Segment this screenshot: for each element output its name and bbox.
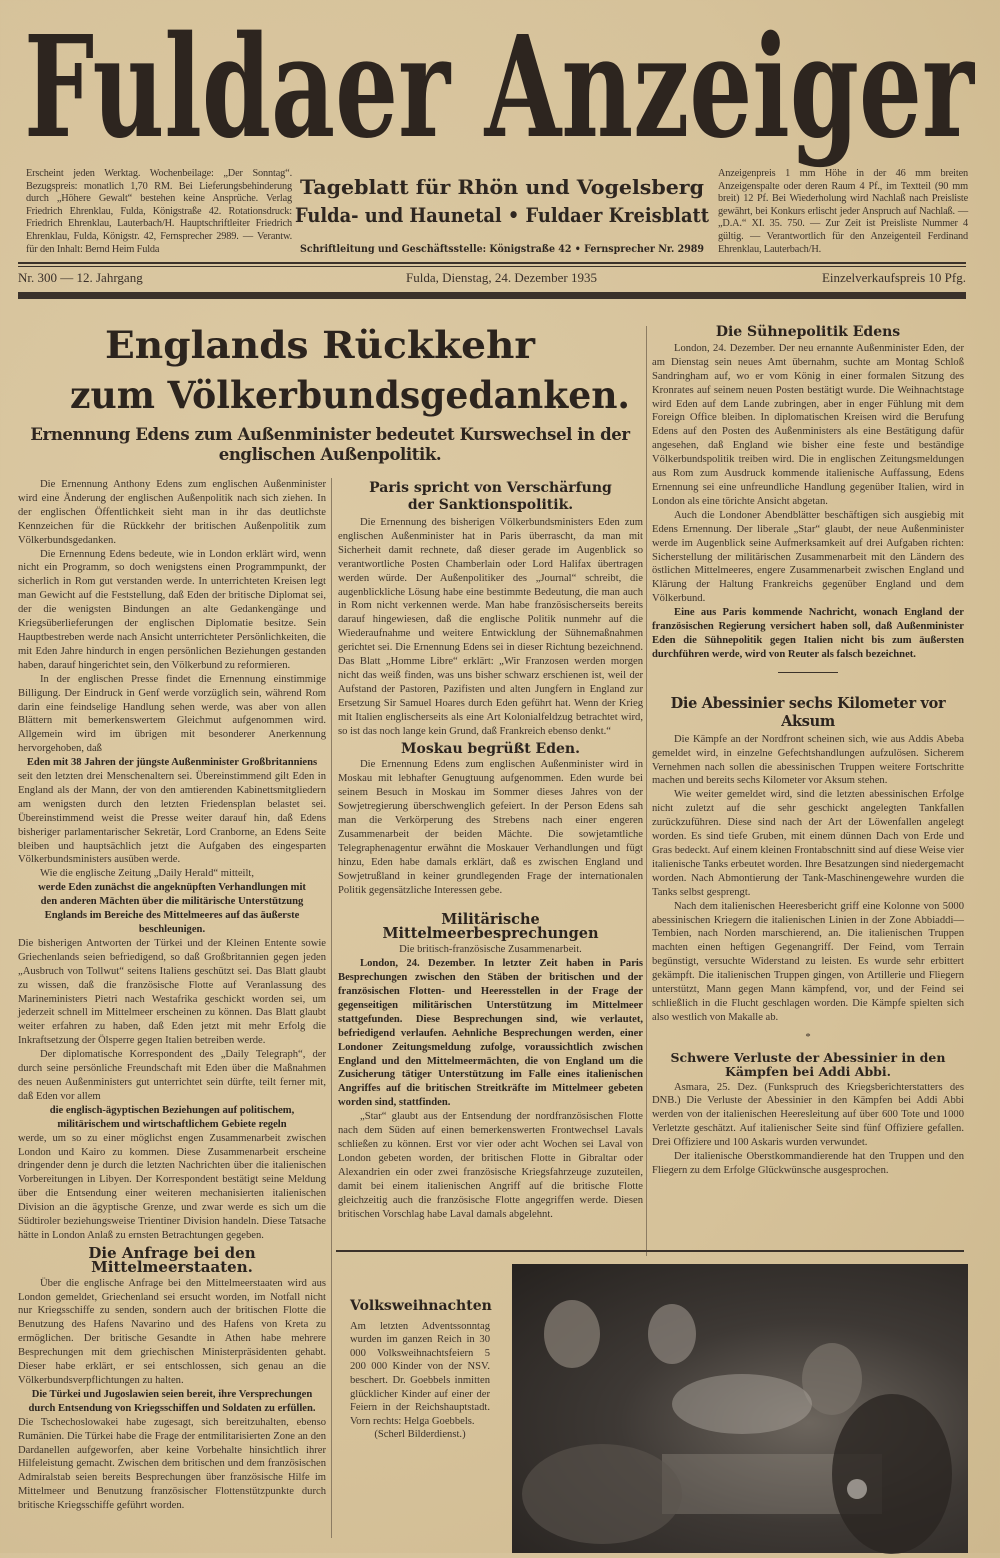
dateline-rule (18, 292, 966, 299)
paragraph: In der englischen Presse findet die Ernennung einstimmige Billigung. Der Eindruck in Genf werde vorzüglich sein, während Rom darin eine feindselige Handlung sehen werde, was aber von allen Blättern mit bemerkenswertem Gleichmut aufgenommen wird. Allgemein wird im übrigen mit besonderer Anerkennung hervorgehoben, daß (18, 673, 326, 755)
paragraph: Eine aus Paris kommende Nachricht, wonach England der französischen Regierung versichert haben soll, daß Außenminister Eden die Sühnepolitik gegen Italien nicht bis zum äußersten durchführen werde, wird von Reuter als falsch bezeichnet. (652, 607, 964, 660)
paragraph: Die Ernennung Anthony Edens zum englischen Außenminister wird eine Änderung der englischen Außenpolitik nach sich ziehen. In der englischen Öffentlichkeit sieht man in ihr das deutlichste Kennzeichen für die Rückkehr der britischen Außenpolitik zum Völkerbundsgedanken. (18, 479, 326, 546)
paragraph: Die Ernennung Edens bedeute, wie in London erklärt wird, wenn nicht ein Programm, so doch wenigstens einen Programmpunkt, der sicherlich in Rom gut verstanden werde. In unterrichteten Kreisen legt man Gewicht auf die Feststellung, daß Eden der britische Diplomat sei, der die wenigsten Bindungen an alte Gedankengänge und Kriegsüberlieferungen der englischen Diplomatie besitze. Sein Hauptbestreben werde nach Ansicht unterrichteter Persönlichkeiten, die mit Eden Jahre hindurch in engen persönlichen Beziehungen gestanden haben, darauf hingerichtet sein, den Völkerbund zu reformieren. (18, 548, 326, 671)
article-heading-verluste: Schwere Verluste der Abessinier in den Kämpfen bei Addi Abbi. (670, 1049, 946, 1079)
paragraph: Nach dem italienischen Heeresbericht griff eine Kolonne von 5000 abessinischen Kriegern die italienischen Linien in der Zone Abbiaddi—Tembien, nach Norden marschierend, an. Die italienischen Truppen machten einen heftigen Gegenangriff. Der Feind, vom Terrain begünstigt, versuchte Widerstand zu leisten. Es wurde sehr erbittert gekämpft. Die italienischen Truppen gingen, von Artillerie und Fliegern unterstützt, Mann gegen Mann kämpfend, vor, und der Feind sei schließlich in die Flucht geschlagen worden. Die Kämpfe spielten sich also westlich von Makalle ab. (652, 900, 964, 1023)
paragraph: Die bisherigen Antworten der Türkei und der Kleinen Entente sowie Griechenlands seien befriedigend, so daß Großbritannien gegen jeden „Ausbruch von Tollwut“ seitens Italiens geschützt sei. Das Blatt glaubt zu wissen, daß die französische Flotte auf Veranlassung des Marineministers Pietri nach Westafrika geschickt worden sei, um jederzeit schnell im Mittelmeer erscheinen zu können. Das Blatt glaubt weiter erfahren zu haben, daß Eden jetzt mit mehr Erfolg die Inkraftsetzung der Ölsperre gegen Italien betreiben werde. (18, 937, 326, 1047)
news-photo (512, 1264, 968, 1553)
paragraph: Die Tschechoslowakei habe zugesagt, sich bereitzuhalten, ebenso Rumänien. Die Türkei habe die Frage der entmilitarisierten Zone an den Dardanellen aufgeworfen, aber keine Vorbehalte hinsichtlich ihrer Hilfeleistung gemacht. Zwischen dem britischen und dem französischen Admiralstab seien bereits Besprechungen über französische Hilfe im Mittelmeer und Benutzung französischer Flottenstützpunkte durch britische Kriegsschiffe geführt worden. (18, 1416, 326, 1512)
inline-subheading: Eden mit 38 Jahren der jüngste Außenminister Großbritanniens (26, 757, 318, 769)
article-heading-anfrage: Die Anfrage bei den Mittelmeerstaaten. (88, 1243, 256, 1276)
article-heading-paris (338, 480, 643, 514)
paragraph: Die Kämpfe an der Nordfront scheinen sich, wie aus Addis Abeba gemeldet wird, in einzelne Gefechtshandlungen aufzulösen. Sicherem Vernehmen nach sollen die abessinischen Truppen weitere Fortschritte machen und bereits sechs Kilometer vor Aksum stehen. (652, 733, 964, 787)
paragraph: Der italienische Oberstkommandierende hat den Truppen und den Fliegern zu dem Erfolge Glückwünsche ausgesprochen. (652, 1151, 964, 1176)
photo-illustration (512, 1264, 968, 1553)
middle-column (338, 478, 643, 1248)
column-divider (646, 326, 647, 1256)
photo-credit: (Scherl Bilderdienst.) (374, 1429, 466, 1441)
headline-line-1: Englands Rückkehr (105, 323, 536, 367)
dateline (18, 270, 966, 288)
inline-subheading: werde Eden zunächst die angeknüpften Verhandlungen mit den anderen Mächten über die militärische Unterstützung Englands im Bereiche des Mittelmeeres auf das äußerste beschleunigen. (38, 882, 306, 935)
lead-headline (20, 318, 640, 418)
section-divider (778, 672, 838, 673)
article-heading-moskau: Moskau begrüßt Eden. (401, 740, 580, 757)
publisher-info: Erscheint jeden Werktag. Wochenbeilage: „Der Sonntag“. Bezugspreis: monatlich 1,70 RM. Bei Lieferungsbehinderung durch „Höhere Gewalt“ bestehen keine Ansprüche. Verlag Friedrich Ehrenklau, Fulda, Königstraße 42. Rotationsdruck: Friedrich Ehrenklau, Lauterbach/H. Hauptschriftleiter Friedrich Ehrenklau, Fulda, Königstr. 42, Fernsprecher 2989. — Verantw. für den Inhalt: Bernd Heim Fulda (26, 168, 292, 255)
paragraph: seit den letzten drei Menschenaltern sei. Übereinstimmend gilt Eden in England als der Mann, der von den amtierenden Kabinettsmitgliedern am wenigsten durch den letzten Friedensplan belastet sei. Übereinstimmend weist die Presse weiter darauf hin, daß Edens bisheriger parlamentarischer Sekretär, Lord Cranborne, an Edens Seite bleiben und hauptsächlich jetzt die Aufgaben des eingesparten Völkerbundsministers ausüben werde. (18, 771, 326, 866)
lead-article-body (18, 478, 326, 1540)
issue-price: Einzelverkaufspreis 10 Pfg. (821, 270, 966, 285)
paragraph: Auch die Londoner Abendblätter beschäftigen sich ausgiebig mit Edens Ernennung. Der liberale „Star“ glaubt, der neue Außenminister werde im Augenblick seine Aufmerksamkeit auf drei Aufgaben richten: Sicherstellung der militärischen Zusammenarbeit mit den Ländern des östlichen Mittelmeeres, engere Zusammenarbeit zwischen England und Klärung der Haltung Frankreichs gegenüber England und dem Völkerbund. (652, 509, 964, 605)
caption-text: Am letzten Adventssonntag wurden im ganzen Reich in 30 000 Volksweihnachtsfeiern 5 200 000 Kinder von der NSV. beschert. Dr. Goebbels inmitten glücklicher Kinder auf einer der Feiern in der Reichshauptstadt. Vorn rechts: Helga Goebbels. (350, 1320, 490, 1427)
paragraph: Über die englische Anfrage bei den Mittelmeerstaaten wird aus London gemeldet, Griechenland sei ersucht worden, im Notfall nicht nur Kriegsschiffe zu senden, sondern auch der britischen Flotte die Benutzung des Hafens Navarino und des Hafens von Kreta zu ermöglichen. Der britische Gesandte in Athen habe mehrere Besprechungen mit dem griechischen Ministerpräsidenten gehabt. Dieser habe erklärt, er sei entschlossen, sich genau an die Völkerbundsverpflichtungen zu halten. (18, 1277, 326, 1386)
issue-date: Fulda, Dienstag, 24. Dezember 1935 (406, 270, 597, 285)
tagline-line-2: Fulda- und Haunetal • Fuldaer Kreisblatt (295, 203, 710, 227)
office-address: Schriftleitung und Geschäftsstelle: Königstraße 42 • Fernsprecher Nr. 2989 (300, 243, 704, 255)
paragraph: werde, um so zu einer möglichst engen Zusammenarbeit zwischen London und Kairo zu kommen. Diese Zusammenarbeit erscheine dringender denn je durch die letzten Nachrichten über die italienischen Vorbereitungen in Libyen. Der Korrespondent bestätigt seine Meldung über die Entsendung einer weiteren mechanisierten italienischen Division an die ägyptische Grenze, und zwar werde es sich um die Südtiroler beziehungsweise Trientiner Division handeln. Diese Tatsache hätte in London Anlaß zu ernsten Betrachtungen gegeben. (18, 1132, 326, 1241)
article-heading-axum: Die Abessinier sechs Kilometer vor Aksum (670, 694, 946, 730)
paragraph: Asmara, 25. Dez. (Funkspruch des Kriegsberichterstatters des DNB.) Die Verluste der Abessinier in den Kämpfen bei Addi Abbi werden von der italienischen Heeresleitung auf über 600 Tote und 1000 Verletzte geschätzt. Auf italienischer Seite sind fünf Offiziere gefallen. Drei Offiziere und 100 Askaris wurden verwundet. (652, 1081, 964, 1149)
masthead-rule-thin (18, 266, 966, 267)
paragraph: Der diplomatische Korrespondent des „Daily Telegraph“, der durch seine persönliche Freundschaft mit Eden über die Maßnahmen des neuen Außenministers gut unterrichtet sein dürfte, teilt ferner mit, daß Eden vor allem (18, 1049, 326, 1102)
inline-subheading: Die Türkei und Jugoslawien seien bereit, ihre Versprechungen durch Entsendung von Kriegsschiffen und Soldaten zu erfüllen. (28, 1388, 316, 1414)
paragraph: Die Ernennung des bisherigen Völkerbundsministers Eden zum englischen Außenminister hat in Paris überrascht, da man mit Sicherheit damit rechnete, daß dieser gerade im Augenblick so verantwortliche Posten Chamberlain oder Lord Halifax übertragen werden würde. Der Außenpolitiker des „Journal“ schreibt, die augenblickliche Lösung habe eine bestimmte Bedeutung, die man auch in Rom nicht verkennen werde. Man habe französischerseits bereits darauf hingewiesen, daß die englische Politik nunmehr auf die Wiederaufnahme und weitere Entwicklung der Sühnemaßnahmen gerichtet sei. Die Ernennung Edens sei in dieser Richtung bezeichnend. Das Blatt „Homme Libre“ erklärt: „Wir Franzosen werden morgen nicht das weiß finden, was uns bisher schwarz erschienen ist, weil der Aufstand der Pastoren, Pazifisten und alten Jungfern in England zur Ersetzung Sir Samuel Hoares durch Eden geführt hat. Wenn der Krieg mit Italien englischerseits als eine Art Kolonialfeldzug betrachtet wird, so ist das noch lange kein Grund, daß Frankreich ebenso denkt.“ (338, 517, 643, 737)
advertising-rates: Anzeigenpreis 1 mm Höhe in der 46 mm breiten Anzeigenspalte oder deren Raum 4 Pf., im Textteil (90 mm breit) 12 Pf. Bei Wiederholung wird Nachlaß nach Preisliste gewährt, bei Konkurs erlischt jeder Anspruch auf Nachlaß. — „D.A.“ XI. 35. 750. — Zur Zeit ist Preisliste Nummer 4 gültig. — Verantwortlich für den Anzeigenteil Ferdinand Ehrenklau, Lauterbach/H. (718, 168, 968, 255)
headline-line-2: zum Völkerbundsgedanken. (70, 373, 630, 417)
heading-line: der Sanktionspolitik. (407, 497, 574, 513)
heading-line: Paris spricht von Verschärfung (369, 480, 612, 496)
lead-subheadline: Ernennung Edens zum Außenminister bedeutet Kurswechsel in der englischen Außenpolitik. (30, 425, 630, 464)
paragraph: Wie die englische Zeitung „Daily Herald“ mitteilt, (40, 868, 255, 880)
article-subtitle: Die britisch-französische Zusammenarbeit. (399, 944, 582, 956)
inline-subheading: die englisch-ägyptischen Beziehungen auf politischem, militärischem und wirtschaftlichem Gebiete regeln (49, 1104, 295, 1130)
masthead-rule (18, 262, 966, 264)
paragraph: London, 24. Dezember. Der neu ernannte Außenminister Eden, der am Dienstag sein neues Amt übernahm, suchte am Montag Schloß Sandringham auf, wo er vom König in einer formalen Sitzung des Kronrates auf seinem neuen Posten bestätigt wurde. Die Weihnachtstage wird Eden auf dem Lande zubringen, aber in enger Fühlung mit dem Foreign Office bleiben. In diplomatischen Kreisen wird die Berufung Edens auf den Posten des Außenministers als eine Bestätigung dafür angesehen, daß England wie bisher eine feste und beständige Völkerbundspolitik treiben wird. Die in englischen Zeitungsmeldungen aus Rom zum Ausdruck kommende italienische Auffassung, Edens Ernennung sei eine unfreundliche Handlung gegenüber Italien, wird in London als eine törichte Ansicht abgetan. (652, 342, 964, 507)
paragraph: Wie weiter gemeldet wird, sind die letzten abessinischen Erfolge nicht zuletzt auf die sehr geschickt angelegten Tankfallen zurückzuführen. Diese sind nach der Art der Löwenfallen angelegt worden. Es sind tiefe Gruben, mit einem dünnen Dach von Erde und Gras bedeckt. Auf einem kleinen Frontabschnitt sind auf diese Weise vier italienische Tanks erbeutet worden. Ihre Besatzungen sind niedergemacht worden. Nach Abmontierung der Tank-Maschinengewehre wurden die Tanks selbst gesprengt. (652, 789, 964, 898)
separator-asterisk: * (805, 1031, 811, 1043)
photo-title: Volksweihnachten (350, 1298, 492, 1314)
article-heading-mittelmeer: Militärische Mittelmeerbesprechungen (382, 911, 599, 943)
column-divider (331, 478, 332, 1538)
tagline (292, 172, 712, 258)
paragraph: London, 24. Dezember. In letzter Zeit haben in Paris Besprechungen zwischen den Stäben der britischen und der französischen Flotten- und Heeresstellen in der Frage der gegenseitigen militärischen Unterstützung im Mittelmeer stattgefunden. Diese Besprechungen sind, wie verlautet, befriedigend verlaufen. Aehnliche Besprechungen werden, einer Londoner Zeitungsmeldung zufolge, voraussichtlich zwischen England und den Mittelmeermächten, die von England um die Zusicherung tätiger Unterstützung im Falle eines italienischen Angriffes auf die britischen Streitkräfte im Mittelmeer gebeten worden sind, stattfinden. (338, 958, 643, 1109)
photo-top-rule (336, 1250, 964, 1252)
newspaper-masthead (20, 6, 980, 170)
issue-number: Nr. 300 — 12. Jahrgang (18, 270, 143, 285)
right-column (652, 326, 964, 1206)
tagline-line-1: Tageblatt für Rhön und Vogelsberg (300, 175, 705, 199)
paragraph: „Star“ glaubt aus der Entsendung der nordfranzösischen Flotte nach dem Süden auf einen bemerkenswerten Frontwechsel Lavals schließen zu können. Erst vor vier oder acht Wochen sei Laval von London gebeten worden, der britischen Flotte in Gibraltar oder Alexandrien ein oder zwei französische Kriegsfahrzeuge zuzuteilen, damit bei einem italienischen Angriff auf die britische Flotte gleichzeitig auch die französische Flotte angegriffen werde. Diesen britischen Vorschlag habe Laval damals abgelehnt. (338, 1111, 643, 1220)
masthead-title: Fuldaer Anzeiger (24, 6, 976, 170)
photo-caption (350, 1300, 490, 1442)
paragraph: Die Ernennung Edens zum englischen Außenminister wird in Moskau mit lebhafter Genugtuung aufgenommen. Eden wurde bei seinem Besuch in Moskau im Sommer dieses Jahres von der Sowjetregierung überschwenglich gefeiert. In der Person Edens sah man die Verkörperung des Strebens nach einer engeren Zusammenarbeit der beiden Mächte. Die sowjetamtliche Telegraphenagentur erwähnt die Moskauer Verhandlungen und fügt hinzu, Eden habe damals erklärt, daß es zwischen England und Sowjetrußland in keiner grundlegenden Frage der internationalen Politik gegensätzliche Interessen gebe. (338, 759, 643, 896)
article-heading-suehne: Die Sühnepolitik Edens (715, 324, 901, 340)
